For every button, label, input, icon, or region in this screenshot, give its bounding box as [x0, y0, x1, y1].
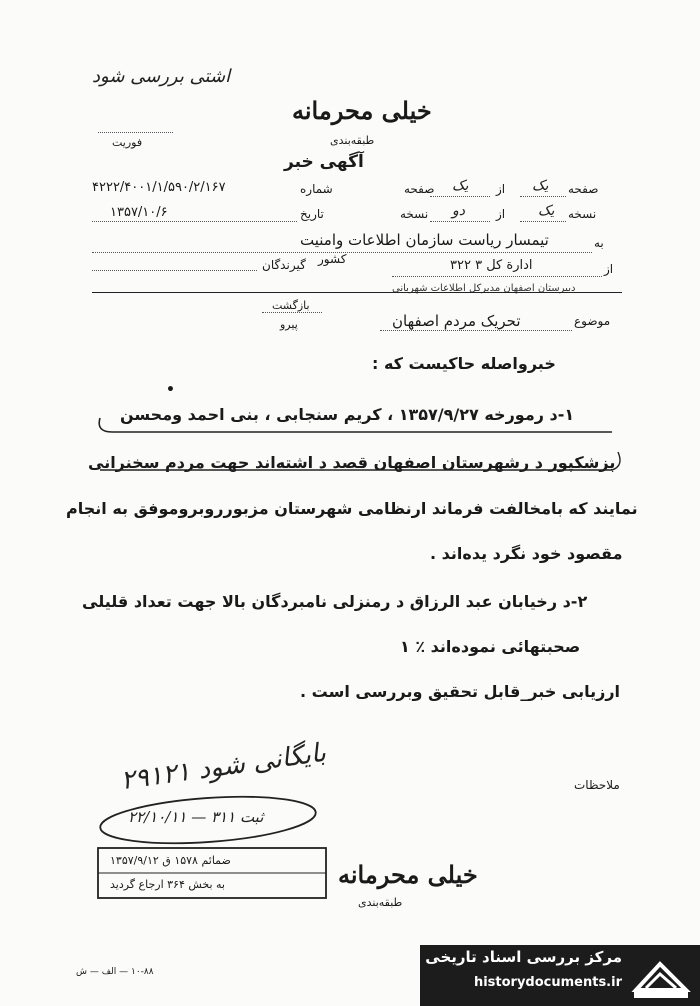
page-value: یک — [532, 178, 549, 194]
classification-heading: خیلی محرمانه — [292, 96, 432, 125]
document-title: آگهی خبر — [284, 152, 364, 172]
body-line-6: صحبتهائی نموده‌اند ٪ ۱ — [400, 637, 581, 656]
page-total: یک — [452, 178, 469, 194]
evaluation-line: ارزیابی خبر_قابل تحقیق وبررسی است . — [300, 682, 621, 701]
page-label-2: صفحه — [404, 182, 435, 196]
classification-footer-caption: طبقه‌بندی — [358, 896, 403, 909]
subject-value: تحریک مردم اصفهان — [392, 312, 521, 330]
oval-stamp-text: ثبت ۳۱۱ — ۲۲/۱۰/۱۱ — [128, 808, 264, 826]
corner-handwritten-note: اشتی بررسی شود — [92, 66, 231, 87]
copy-total: دو — [452, 203, 465, 219]
return-label: بازگشت — [272, 299, 310, 312]
date-value: ۱۳۵۷/۱۰/۶ — [110, 205, 168, 220]
copy-label-2: نسخه — [400, 207, 429, 221]
handwritten-archive-note: بایگانی شود ۲۹۱۲۱ — [118, 737, 328, 797]
body-line-4: مقصود خود نگرد یده‌اند . — [430, 544, 623, 563]
page-of-label: از — [496, 182, 506, 196]
subject-label: موضوع — [574, 314, 611, 328]
from-label: از — [604, 262, 614, 276]
page-label: صفحه — [568, 182, 599, 196]
copy-value: یک — [538, 203, 555, 219]
from-value: ادارة کل ۳ ۳۲۲ — [450, 258, 533, 273]
body-line-3: نمایند که بامخالفت فرماند ارنظامی شهرستان مزبورروبروموفق به انجام — [66, 499, 638, 518]
body-line-2: پزشکپور د رشهرستان اصفهان قصد د اشته‌اند جهت مردم سخنرانی — [88, 453, 616, 472]
number-value: ۴۲۲۲/۴۰۰۱/۱/۵۹۰/۲/۱۶۷ — [92, 180, 226, 195]
previous-label: پیرو — [280, 318, 298, 331]
copy-label: نسخه — [568, 207, 597, 221]
recipients-label: گیرندگان — [262, 258, 306, 272]
classification-footer: خیلی محرمانه — [338, 860, 478, 889]
copy-of-label: از — [496, 207, 506, 221]
to-value: تیمسار ریاست سازمان اطلاعات وامنیت — [300, 231, 549, 249]
body-line-5: ۲-د رخیابان عبد الرزاق د رمنزلی نامبردگان بالا جهت تعداد قلیلی — [82, 592, 588, 611]
date-label: تاریخ — [300, 207, 324, 221]
rect-stamp-line-2: به بخش ۳۶۴ ارجاع گردید — [110, 878, 225, 891]
mark-dot: • — [166, 382, 175, 398]
logo-title: مرکز بررسی اسناد تاریخی — [425, 948, 622, 966]
watermark-logo — [420, 945, 700, 1006]
country-label: کشور — [318, 252, 347, 266]
rect-stamp-line-1: ضمائم ۱۵۷۸ ق ۱۳۵۷/۹/۱۲ — [110, 854, 231, 867]
footer-form-code: ۱۰-۸۸ — الف — ش — [76, 967, 154, 977]
to-label: به — [594, 236, 604, 250]
body-intro: خبرواصله حاکیست که : — [372, 354, 556, 373]
urgency-label: فوریت — [112, 136, 143, 149]
book-icon — [630, 950, 692, 1002]
notes-label: ملاحظات — [574, 778, 620, 792]
classification-caption: طبقه‌بندی — [330, 134, 375, 147]
body-line-1: ۱-د رمورخه ۱۳۵۷/۹/۲۷ ، کریم سنجابی ، بنی احمد ومحسن — [120, 405, 575, 424]
logo-url: historydocuments.ir — [473, 975, 622, 990]
number-label: شماره — [300, 182, 333, 196]
struck-out-line: دبیرستان اصفهان مدیرکل اطلاعات شهربانی — [392, 283, 576, 294]
